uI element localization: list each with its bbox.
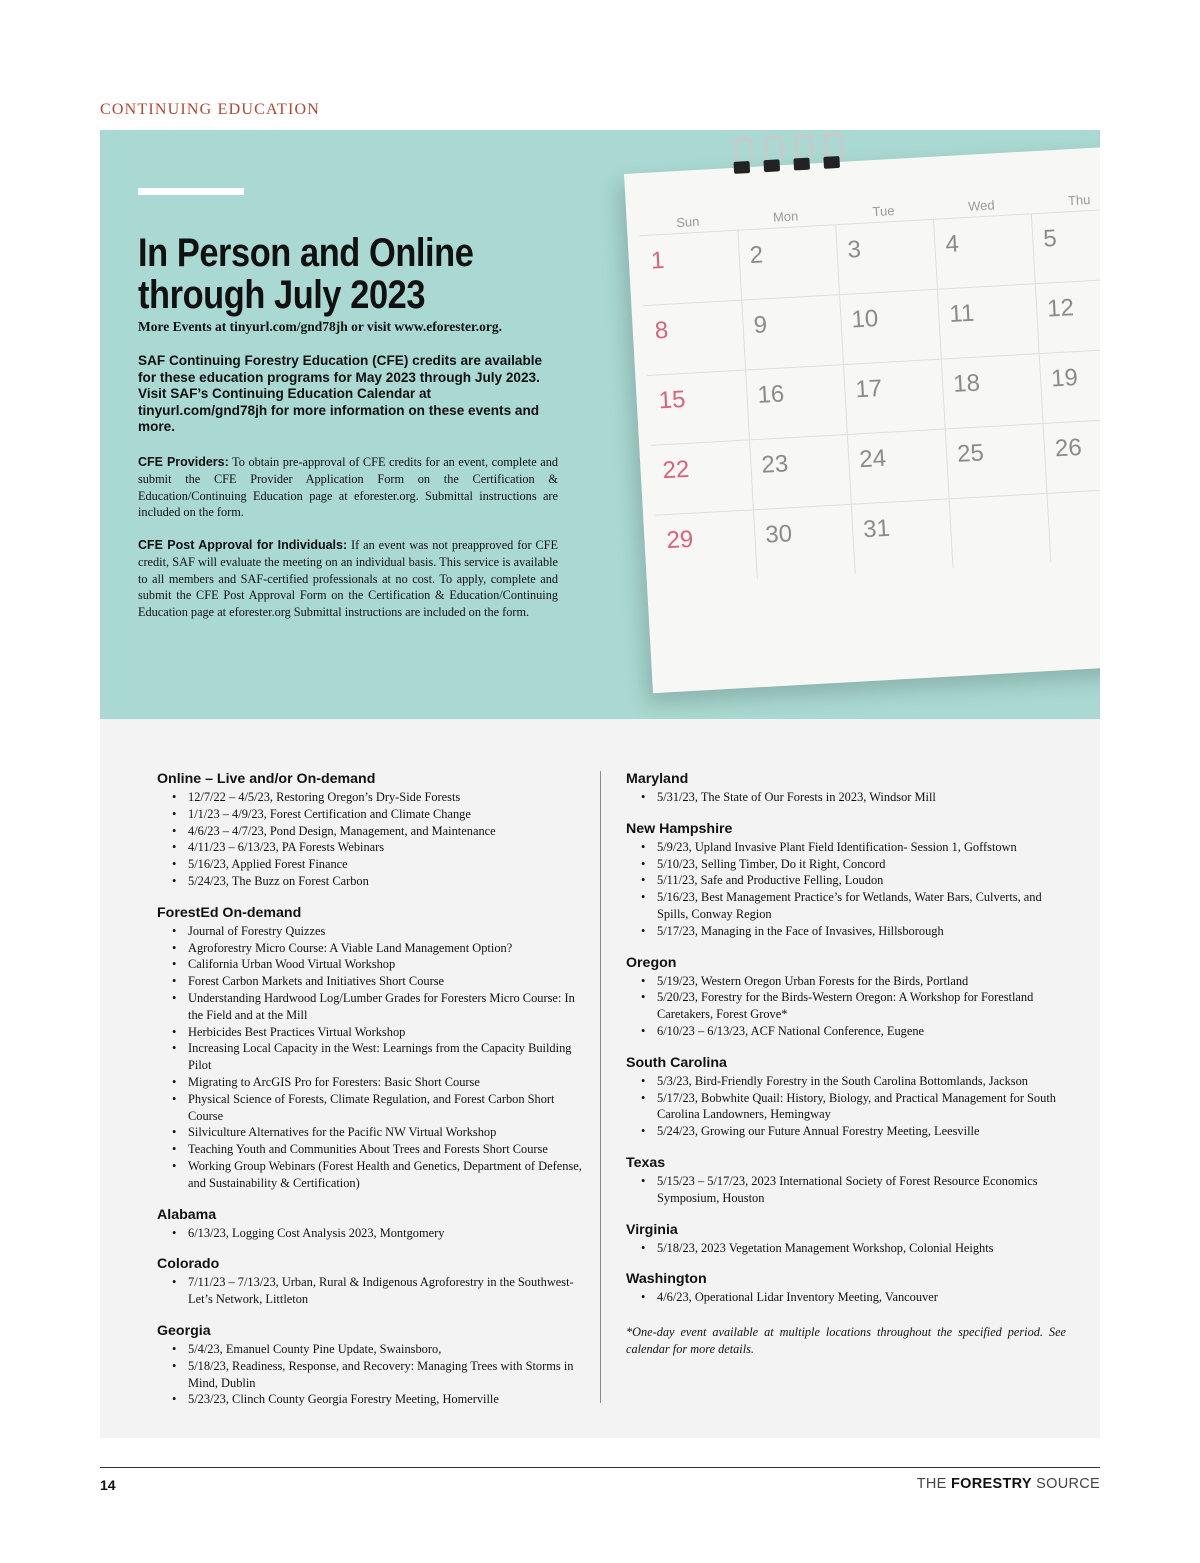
cfe-individuals-text: If an event was not preapproved for CFE credit, SAF will evaluate the meeting on an individual basis. This service is available to all members and SAF-certified professionals at no cost. To apply, complete and submit the CFE Post Approval Form on the Certification & Education/Continuing Education page at eforester.org Submittal instructions are included on the form. xyxy=(138,538,558,620)
event-group xyxy=(626,821,1066,940)
calendar-date-cell xyxy=(1046,487,1100,562)
event-group xyxy=(157,905,587,1192)
event-group xyxy=(626,1055,1066,1140)
calendar-date-cell: 3 xyxy=(835,219,937,294)
calendar-day-header: Tue xyxy=(872,202,895,220)
brand-suffix: SOURCE xyxy=(1036,1476,1100,1492)
binder-hole xyxy=(733,161,750,174)
event-item: • 1/1/23 – 4/9/23, Forest Certification and Climate Change xyxy=(188,806,587,823)
event-item: • 5/17/23, Managing in the Face of Invasives, Hillsborough xyxy=(657,923,1066,940)
calendar-day-header: Wed xyxy=(967,197,995,214)
event-list xyxy=(626,1289,1066,1306)
hero-accent-bar xyxy=(138,188,244,195)
event-item: • 5/18/23, Readiness, Response, and Recovery: Managing Trees with Storms in Mind, Dublin xyxy=(188,1358,587,1392)
event-group xyxy=(626,1271,1066,1306)
brand-bold: FORESTRY xyxy=(951,1476,1032,1492)
event-list xyxy=(626,839,1066,940)
calendar-date-cell: 12 xyxy=(1035,278,1100,353)
calendar-date-cell: 5 xyxy=(1031,208,1100,283)
event-list xyxy=(626,1240,1066,1257)
event-item: • California Urban Wood Virtual Workshop xyxy=(188,956,587,973)
event-item: • Understanding Hardwood Log/Lumber Grades for Foresters Micro Course: In the Field and at the Mill xyxy=(188,990,587,1024)
event-item: • Teaching Youth and Communities About Trees and Forests Short Course xyxy=(188,1141,587,1158)
event-group xyxy=(626,1155,1066,1207)
event-item: • 4/6/23, Operational Lidar Inventory Meeting, Vancouver xyxy=(657,1289,1066,1306)
calendar-date-cell: 26 xyxy=(1043,418,1100,493)
event-group-heading: New Hampshire xyxy=(626,820,733,837)
event-item: • Herbicides Best Practices Virtual Workshop xyxy=(188,1024,587,1041)
hero-more-events: More Events at tinyurl.com/gnd78jh or visit www.eforester.org. xyxy=(138,319,502,334)
event-item: • 5/9/23, Upland Invasive Plant Field Identification- Session 1, Goffstown xyxy=(657,839,1066,856)
hero-banner xyxy=(100,130,1100,719)
event-item: • 5/17/23, Bobwhite Quail: History, Biology, and Practical Management for South Carolina Landowners, Hemingway xyxy=(657,1090,1066,1124)
events-column-right xyxy=(626,771,1066,1358)
calendar-date-cell: 15 xyxy=(647,370,749,445)
event-item: • Working Group Webinars (Forest Health and Genetics, Department of Defense, and Sustainability & Certification) xyxy=(188,1158,587,1192)
event-item: • 5/10/23, Selling Timber, Do it Right, Concord xyxy=(657,856,1066,873)
cfe-providers-text: To obtain pre-approval of CFE credits for an event, complete and submit the CFE Provider Application Form on the Certification & Education/Continuing Education page at eforester.org. Submittal instructions are included on the form. xyxy=(138,455,558,520)
calendar-date-cell: 19 xyxy=(1039,348,1100,423)
publication-brand xyxy=(917,1476,1100,1492)
event-group xyxy=(626,955,1066,1040)
calendar-date-cell: 4 xyxy=(933,213,1035,288)
calendar-day-header: Sun xyxy=(675,213,700,231)
calendar-date-cell: 9 xyxy=(741,294,843,369)
page-number: 14 xyxy=(100,1477,116,1493)
binder-ring xyxy=(794,133,813,159)
calendar-day-header: Thu xyxy=(1067,192,1091,209)
event-item: • 5/19/23, Western Oregon Urban Forests for the Birds, Portland xyxy=(657,973,1066,990)
calendar-date-cell: 17 xyxy=(843,359,945,434)
calendar-date-cell: 16 xyxy=(745,364,847,439)
footnote: *One-day event available at multiple locations throughout the specified period. See calendar for more details. xyxy=(626,1325,1066,1357)
event-item: • Journal of Forestry Quizzes xyxy=(188,923,587,940)
binder-ring xyxy=(734,137,753,163)
event-list xyxy=(157,1341,587,1408)
calendar-date-cell: 22 xyxy=(651,439,753,514)
event-item: • 5/24/23, Growing our Future Annual Forestry Meeting, Leesville xyxy=(657,1123,1066,1140)
cfe-providers-paragraph xyxy=(138,454,558,521)
calendar-date-cell: 8 xyxy=(643,300,745,375)
event-item: • 5/23/23, Clinch County Georgia Forestry Meeting, Homerville xyxy=(188,1391,587,1408)
event-item: • 5/24/23, The Buzz on Forest Carbon xyxy=(188,873,587,890)
calendar-date-cell: 30 xyxy=(753,504,855,579)
event-item: • 4/6/23 – 4/7/23, Pond Design, Management, and Maintenance xyxy=(188,823,587,840)
event-group xyxy=(157,1256,587,1308)
event-item: • 5/31/23, The State of Our Forests in 2023, Windsor Mill xyxy=(657,789,1066,806)
event-item: • Physical Science of Forests, Climate Regulation, and Forest Carbon Short Course xyxy=(188,1091,587,1125)
footer-rule xyxy=(100,1467,1100,1468)
event-group xyxy=(157,1207,587,1242)
cfe-individuals-lead: CFE Post Approval for Individuals: xyxy=(138,538,348,552)
events-column-left xyxy=(157,771,587,1423)
event-list xyxy=(626,973,1066,1040)
event-item: • 5/15/23 – 5/17/23, 2023 International Society of Forest Resource Economics Symposium, Houston xyxy=(657,1173,1066,1207)
calendar-photo xyxy=(624,144,1100,693)
binder-hole xyxy=(793,158,810,171)
column-divider xyxy=(600,771,601,1403)
event-item: • 5/18/23, 2023 Vegetation Management Workshop, Colonial Heights xyxy=(657,1240,1066,1257)
hero-intro: SAF Continuing Forestry Education (CFE) credits are available for these education programs for May 2023 through July 2023. Visit SAF’s Continuing Education Calendar at tinyurl.com/gnd78jh for more information on these events and more. xyxy=(138,353,543,435)
event-item: • Increasing Local Capacity in the West: Learnings from the Capacity Building Pilot xyxy=(188,1040,587,1074)
calendar-date-cell: 10 xyxy=(839,289,941,364)
binder-ring xyxy=(764,135,783,161)
calendar-date-cell: 18 xyxy=(941,353,1043,428)
event-list xyxy=(626,1173,1066,1207)
calendar-date-cell: 2 xyxy=(737,224,839,299)
calendar-date-cell: 24 xyxy=(847,428,949,503)
event-group-heading: ForestEd On-demand xyxy=(157,904,302,921)
event-group-heading: Georgia xyxy=(157,1322,211,1339)
event-item: • 7/11/23 – 7/13/23, Urban, Rural & Indigenous Agroforestry in the Southwest- Let’s Network, Littleton xyxy=(188,1274,587,1308)
event-item: • Migrating to ArcGIS Pro for Foresters: Basic Short Course xyxy=(188,1074,587,1091)
binder-hole xyxy=(823,156,840,169)
brand-prefix: THE xyxy=(916,1476,947,1492)
calendar-date-cell: 1 xyxy=(639,230,741,305)
calendar-date-cell: 31 xyxy=(851,498,953,573)
section-label: CONTINUING EDUCATION xyxy=(100,101,320,118)
event-group xyxy=(157,771,587,890)
event-item: • 5/4/23, Emanuel County Pine Update, Swainsboro, xyxy=(188,1341,587,1358)
event-item: • 5/3/23, Bird-Friendly Forestry in the South Carolina Bottomlands, Jackson xyxy=(657,1073,1066,1090)
event-item: • 12/7/22 – 4/5/23, Restoring Oregon’s Dry-Side Forests xyxy=(188,789,587,806)
event-group-heading: South Carolina xyxy=(626,1054,727,1071)
event-group xyxy=(626,771,1066,806)
event-item: • 6/13/23, Logging Cost Analysis 2023, Montgomery xyxy=(188,1225,587,1242)
event-group-heading: Oregon xyxy=(626,954,677,971)
event-list xyxy=(626,789,1066,806)
event-group-heading: Maryland xyxy=(626,771,689,787)
event-item: • 5/11/23, Safe and Productive Felling, Loudon xyxy=(657,872,1066,889)
event-item: • 6/10/23 – 6/13/23, ACF National Conference, Eugene xyxy=(657,1023,1066,1040)
calendar-date-cell xyxy=(949,493,1051,568)
event-list xyxy=(626,1073,1066,1140)
event-list xyxy=(157,923,587,1192)
event-group-heading: Colorado xyxy=(157,1256,220,1273)
event-group-heading: Virginia xyxy=(626,1221,678,1238)
calendar-grid xyxy=(638,173,1100,585)
event-item: • Silviculture Alternatives for the Pacific NW Virtual Workshop xyxy=(188,1124,587,1141)
event-group xyxy=(626,1222,1066,1257)
event-group-heading: Online – Live and/or On-demand xyxy=(157,771,376,787)
event-list xyxy=(157,1225,587,1242)
event-item: • Forest Carbon Markets and Initiatives Short Course xyxy=(188,973,587,990)
event-group xyxy=(157,1323,587,1408)
event-item: • 5/16/23, Best Management Practice’s for Wetlands, Water Bars, Culverts, and Spills, Conway Region xyxy=(657,889,1066,923)
event-group-heading: Texas xyxy=(626,1154,666,1171)
hero-title: In Person and Online through July 2023 xyxy=(138,231,474,317)
cfe-individuals-paragraph xyxy=(138,537,558,621)
calendar-date-cell: 11 xyxy=(937,283,1039,358)
calendar-date-cell: 23 xyxy=(749,434,851,509)
event-group-heading: Washington xyxy=(626,1271,707,1288)
binder-ring xyxy=(824,132,843,158)
cfe-providers-lead: CFE Providers: xyxy=(138,455,229,469)
binder-hole xyxy=(763,159,780,172)
event-item: • Agroforestry Micro Course: A Viable Land Management Option? xyxy=(188,940,587,957)
event-item: • 5/20/23, Forestry for the Birds-Western Oregon: A Workshop for Forestland Caretakers, Forest Grove* xyxy=(657,989,1066,1023)
calendar-date-cell: 25 xyxy=(945,423,1047,498)
event-list xyxy=(157,789,587,890)
event-group-heading: Alabama xyxy=(157,1206,217,1223)
event-list xyxy=(157,1274,587,1308)
calendar-day-header: Mon xyxy=(772,208,799,225)
event-item: • 5/16/23, Applied Forest Finance xyxy=(188,856,587,873)
event-item: • 4/11/23 – 6/13/23, PA Forests Webinars xyxy=(188,839,587,856)
calendar-date-cell: 29 xyxy=(655,509,757,584)
events-panel xyxy=(100,719,1100,1438)
